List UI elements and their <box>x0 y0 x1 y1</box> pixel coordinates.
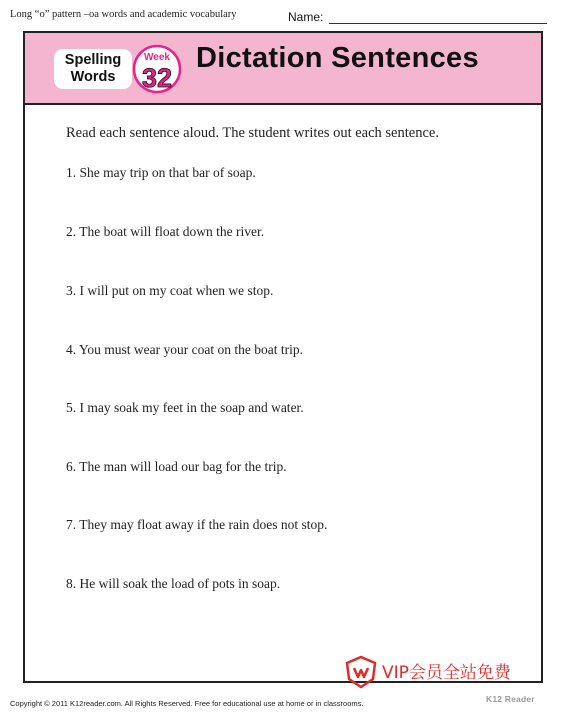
sentence-4: 4. You must wear your coat on the boat trip. <box>66 342 303 357</box>
vip-watermark <box>343 652 562 692</box>
sentence-8: 8. He will soak the load of pots in soap. <box>66 576 281 591</box>
sentence-2: 2. The boat will float down the river. <box>66 224 265 239</box>
name-field <box>288 10 547 24</box>
sentence-3: 3. I will put on my coat when we stop. <box>66 283 274 298</box>
pattern-note: Long “o” pattern –oa words and academic vocabulary <box>10 9 237 20</box>
sentence-7: 7. They may float away if the rain does not stop. <box>66 517 328 532</box>
week-label: Week <box>144 52 170 63</box>
sentence-5: 5. I may soak my feet in the soap and water. <box>66 400 304 415</box>
name-label: Name: <box>288 10 324 24</box>
title-banner <box>25 33 541 105</box>
k12-reader-logo: K12 Reader <box>486 694 535 704</box>
page-title: Dictation Sentences <box>196 42 479 74</box>
name-blank-line <box>329 10 547 24</box>
spelling-line-2: Words <box>70 69 116 85</box>
sentence-1: 1. She may trip on that bar of soap. <box>66 165 256 180</box>
spelling-line-1: Spelling <box>64 52 122 68</box>
vip-text: VIP会员全站免费 <box>382 663 511 683</box>
worksheet-frame <box>23 31 543 683</box>
copyright-footer: Copyright © 2011 K12reader.com. All Rights Reserved. Free for educational use at home or in classrooms. <box>10 699 364 708</box>
vip-crown-icon <box>343 655 379 689</box>
instructions-text: Read each sentence aloud. The student writes out each sentence. <box>66 125 439 141</box>
week-badge <box>132 44 182 94</box>
spelling-words-label <box>54 49 132 89</box>
sentence-6: 6. The man will load our bag for the trip. <box>66 459 287 474</box>
week-number: 32 <box>141 63 173 93</box>
